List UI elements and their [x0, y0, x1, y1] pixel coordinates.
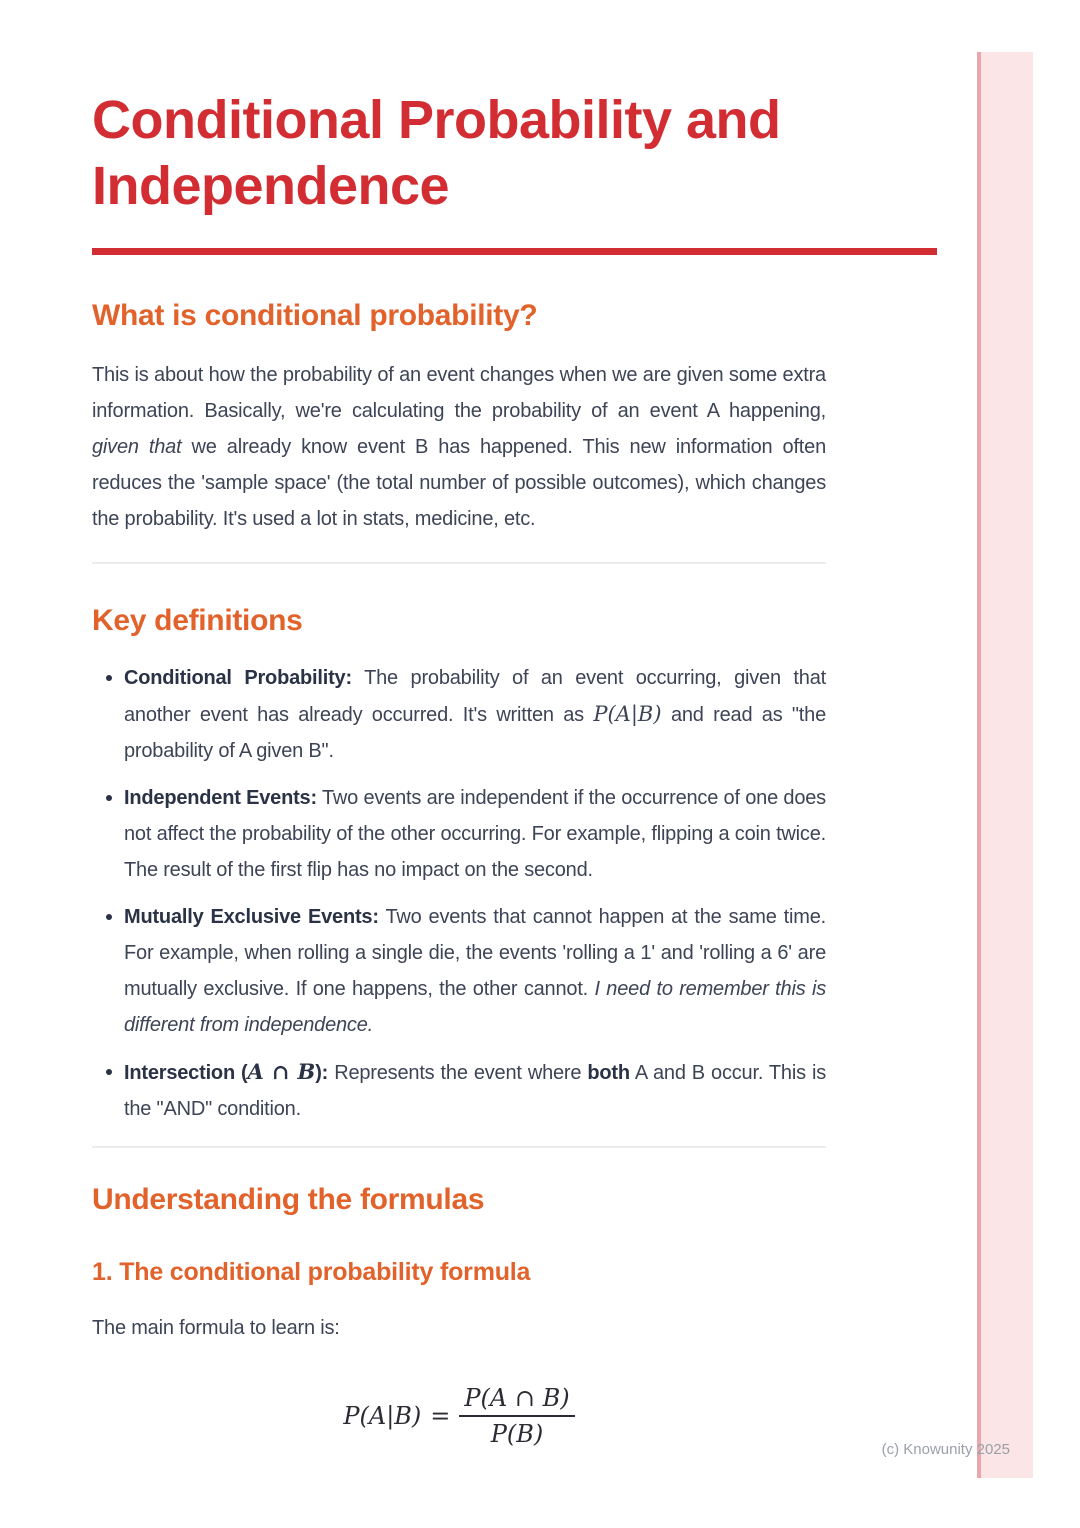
definition-note-italic: I need to remember this is different from independence. — [124, 978, 826, 1036]
list-item-mutually-exclusive-events — [92, 899, 826, 1043]
copyright-footer: (c) Knowunity 2025 — [881, 1441, 1010, 1458]
definition-text: A and B occur. This is the "AND" condition. — [124, 1062, 826, 1120]
list-item-independent-events — [92, 780, 826, 888]
definition-bold-word: both — [587, 1062, 630, 1084]
list-item-intersection — [92, 1054, 826, 1127]
conditional-probability-formula — [92, 1384, 826, 1448]
bullet-dot — [106, 675, 112, 681]
section-heading-understanding-formulas: Understanding the formulas — [92, 1183, 485, 1216]
definition-term: Intersection ( — [124, 1062, 248, 1084]
page-title — [92, 87, 937, 219]
section-divider — [92, 562, 826, 564]
definition-text: Represents the event where — [328, 1062, 588, 1084]
bullet-dot — [106, 1069, 112, 1075]
formula-numerator: P(A ∩ B) — [459, 1384, 574, 1417]
formula-fraction — [459, 1384, 574, 1448]
document-content — [92, 0, 937, 1448]
inline-math-a-intersect-b: A ∩ B — [247, 1059, 316, 1084]
definition-term: Conditional Probability: — [124, 667, 352, 689]
page-title-line1: Conditional Probability and — [92, 90, 781, 150]
definition-term: Independent Events: — [124, 787, 317, 809]
definitions-list — [92, 660, 826, 1127]
title-underline-rule — [92, 248, 937, 255]
intro-paragraph — [92, 357, 826, 537]
formula-lhs: P(A|B) — [343, 1402, 422, 1430]
formula-equals-sign: = — [430, 1402, 451, 1430]
intro-paragraph-italic: given that — [92, 436, 182, 458]
formula-denominator: P(B) — [490, 1420, 544, 1448]
definition-term: ): — [315, 1062, 329, 1084]
page-title-line2: Independence — [92, 156, 450, 216]
formula-lead-text: The main formula to learn is: — [92, 1317, 340, 1339]
definition-text: Two events are independent if the occurrence of one does not affect the probability of the other occurring. For example, flipping a coin twice. The result of the first flip has no impact on the second. — [124, 787, 826, 881]
subsection-heading-conditional-probability-formula: 1. The conditional probability formula — [92, 1258, 531, 1286]
definition-text: and read as "the probability of A given B". — [124, 704, 826, 762]
definition-text: Two events that cannot happen at the same time. For example, when rolling a single die, the events 'rolling a 1' and 'rolling a 6' are mutually exclusive. If one happens, the other cannot. — [124, 906, 827, 1000]
bullet-dot — [106, 795, 112, 801]
right-accent-stripe — [977, 52, 1033, 1478]
section-heading-key-definitions: Key definitions — [92, 604, 303, 637]
section-divider — [92, 1146, 826, 1148]
definition-term: Mutually Exclusive Events: — [124, 906, 379, 928]
section-heading-what-is-conditional-probability: What is conditional probability? — [92, 299, 538, 332]
intro-paragraph-post: we already know event B has happened. This new information often reduces the 'sample space' (the total number of possible outcomes), which changes the probability. It's used a lot in stats, medicine, etc. — [92, 436, 827, 530]
inline-math-p-a-given-b: P(A|B) — [593, 702, 662, 726]
definition-text: The probability of an event occurring, given that another event has already occurred. It's written as — [124, 667, 826, 726]
intro-paragraph-pre: This is about how the probability of an event changes when we are given some extra information. Basically, we're calculating the probability of an event A happening, — [92, 364, 826, 422]
bullet-dot — [106, 914, 112, 920]
list-item-conditional-probability — [92, 660, 826, 769]
